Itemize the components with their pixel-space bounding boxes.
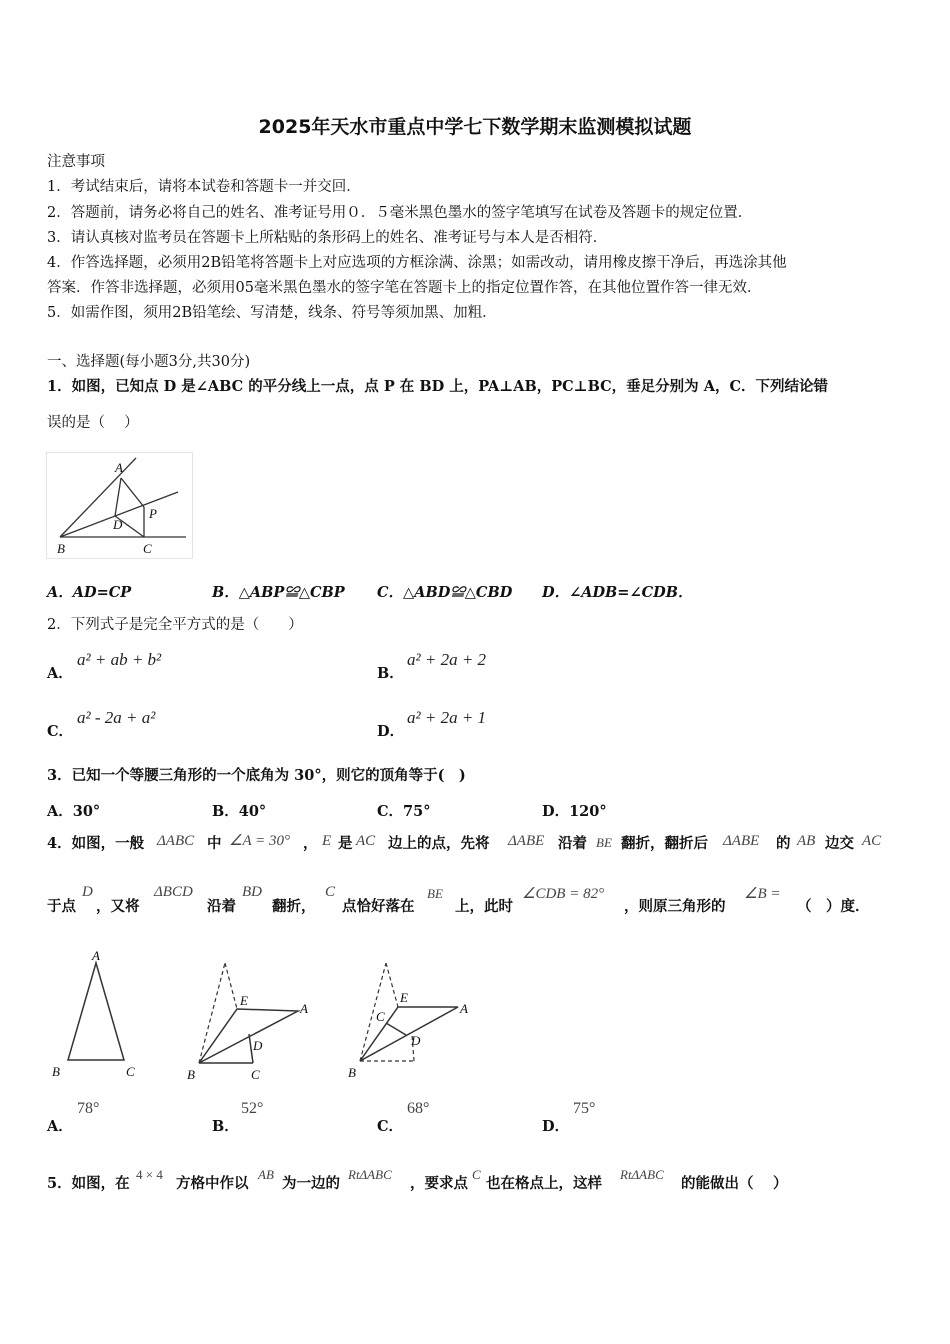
q4-option-c-value: 68° (407, 1100, 430, 1117)
q4-text: 的 (776, 835, 791, 852)
q4-math: BD (242, 884, 262, 900)
q4-math: BE (596, 835, 612, 850)
q4-option-a-value: 78° (77, 1100, 100, 1117)
q5-math: AB (258, 1167, 274, 1182)
q5-math: C (472, 1167, 481, 1182)
q4-text: 点恰好落在 (342, 898, 415, 915)
notice-item: 4．作答选择题，必须用2B铅笔将答题卡上对应选项的方框涂满、涂黑；如需改动，请用橡皮擦干净后，再选涂其他 (47, 255, 787, 271)
q5-text: 为一边的 (282, 1175, 340, 1192)
q4-fig3-label: D (411, 1033, 421, 1048)
q4-math: ∠B = (744, 886, 781, 902)
q4-math: ΔABE (723, 833, 760, 849)
q4-text: 边交 (825, 835, 854, 852)
q4-text: ，则原三角形的 (624, 898, 726, 915)
q5-text: 5．如图，在 (47, 1175, 130, 1192)
q1-fig-label: B (57, 541, 65, 556)
notice-item: 1．考试结束后，请将本试卷和答题卡一并交回． (47, 179, 361, 195)
q5-text: 的能做出（ ） (681, 1175, 788, 1192)
section-heading: 一、选择题(每小题3分,共30分) (47, 354, 251, 370)
q5-text: 方格中作以 (176, 1175, 249, 1192)
q1-stem-line1: 1．如图，已知点 D 是∠ABC 的平分线上一点，点 P 在 BD 上，PA⊥AB，PC⊥BC，垂足分别为 A，C．下列结论错 (47, 378, 828, 395)
q4-option-c-label[interactable]: C． (377, 1118, 404, 1135)
q4-text: 翻折，翻折后 (621, 835, 708, 852)
notice-item: 5．如需作图，须用2B铅笔绘、写清楚，线条、符号等须加黑、加粗． (47, 305, 497, 321)
q4-fig3-label: E (400, 990, 408, 1005)
q4-option-d-label[interactable]: D． (542, 1118, 570, 1135)
q4-text: 沿着 (558, 835, 587, 852)
q4-fig3-label: B (348, 1065, 356, 1080)
q2-option-a-expr: a² + ab + b² (77, 650, 162, 669)
q4-text: 边上的点，先将 (388, 835, 490, 852)
page-title: 2025年天水市重点中学七下数学期末监测模拟试题 (258, 116, 692, 138)
q2-option-d-label[interactable]: D． (377, 723, 405, 740)
q4-fig2-label: E (240, 993, 248, 1008)
q4-math: ΔABC (157, 833, 195, 849)
q4-math: E (322, 833, 332, 849)
q1-option-b[interactable]: B．△ABP≌△CBP (212, 584, 345, 601)
q4-fig1-label: B (52, 1064, 60, 1079)
q4-fig1-label: A (92, 948, 100, 963)
q4-fig2-label: C (251, 1067, 260, 1082)
q4-option-d-value: 75° (573, 1100, 596, 1117)
notice-item: 答案．作答非选择题，必须用05毫米黑色墨水的签字笔在答题卡上的指定位置作答，在其他位置作答一律无效． (47, 280, 762, 296)
q4-math: BE (427, 886, 443, 901)
q4-fig2-label: A (300, 1001, 308, 1016)
q3-option-d[interactable]: D．120° (542, 803, 607, 820)
notice-heading: 注意事项 (47, 154, 105, 170)
q4-text: 是 (338, 835, 353, 852)
notice-item: 2．答题前，请务必将自己的姓名、准考证号用０．５毫米黑色墨水的签字笔填写在试卷及答题卡的规定位置． (47, 205, 753, 221)
q4-math: ΔABE (508, 833, 545, 849)
q1-stem-line2: 误的是（ ） (47, 415, 139, 431)
q5-text: ，要求点 (410, 1175, 468, 1192)
q4-figure-1 (46, 945, 150, 1083)
q3-option-a[interactable]: A．30° (47, 803, 101, 820)
q2-option-c-label[interactable]: C． (47, 723, 74, 740)
q4-text: 上，此时 (455, 898, 513, 915)
q4-math: ΔBCD (154, 884, 193, 900)
q4-fig3-label: C (376, 1009, 385, 1024)
q4-fig2-label: D (253, 1038, 263, 1053)
q4-math: ∠CDB = 82° (522, 886, 605, 902)
q4-math: D (82, 884, 93, 900)
q4-text: 翻折， (272, 898, 316, 915)
q4-fig2-label: B (187, 1067, 195, 1082)
q3-option-c[interactable]: C．75° (377, 803, 431, 820)
q2-option-a-label[interactable]: A． (47, 665, 73, 682)
q4-fig3-label: A (460, 1001, 468, 1016)
q4-option-a-label[interactable]: A． (47, 1118, 73, 1135)
q2-option-b-label[interactable]: B． (377, 665, 404, 682)
q4-figure-3 (346, 955, 481, 1085)
q4-math: ∠A = 30° (229, 833, 290, 849)
q1-figure (46, 452, 194, 560)
q1-fig-label: P (149, 506, 157, 521)
q1-fig-label: C (143, 541, 152, 556)
q4-math: AB (797, 833, 816, 849)
q5-math: RtΔABC (620, 1167, 664, 1182)
q1-option-c[interactable]: C．△ABD≌△CBD (377, 584, 513, 601)
q4-math: C (325, 884, 336, 900)
q2-option-c-expr: a² - 2a + a² (77, 708, 156, 727)
q1-option-a[interactable]: A．AD=CP (47, 584, 132, 601)
q4-fig1-label: C (126, 1064, 135, 1079)
q4-math: AC (862, 833, 882, 849)
q4-text: 于点 (47, 898, 76, 915)
q4-text: （ ）度． (797, 898, 870, 915)
q1-fig-label: A (115, 460, 123, 475)
q4-text: 沿着 (207, 898, 236, 915)
q4-text: 中 (207, 835, 222, 852)
q4-option-b-label[interactable]: B． (212, 1118, 239, 1135)
q5-math: RtΔABC (348, 1167, 392, 1182)
q2-option-b-expr: a² + 2a + 2 (407, 650, 487, 669)
q1-option-d[interactable]: D．∠ADB=∠CDB． (542, 584, 693, 601)
q2-stem: 2．下列式子是完全平方式的是（ ） (47, 617, 303, 633)
q3-option-b[interactable]: B．40° (212, 803, 267, 820)
q4-text: ，又将 (96, 898, 140, 915)
q3-stem: 3．已知一个等腰三角形的一个底角为 30°，则它的顶角等于( ) (47, 767, 466, 784)
q4-text: ， (303, 835, 318, 852)
q4-math: AC (356, 833, 376, 849)
notice-item: 3．请认真核对监考员在答题卡上所粘贴的条形码上的姓名、准考证号与本人是否相符． (47, 230, 608, 246)
q5-text: 也在格点上，这样 (486, 1175, 602, 1192)
q4-option-b-value: 52° (241, 1100, 264, 1117)
q4-figure-2 (183, 955, 318, 1085)
q4-text: 4．如图，一般 (47, 835, 145, 852)
q5-math: 4 × 4 (136, 1167, 163, 1182)
q1-fig-label: D (113, 517, 123, 532)
q2-option-d-expr: a² + 2a + 1 (407, 708, 487, 727)
